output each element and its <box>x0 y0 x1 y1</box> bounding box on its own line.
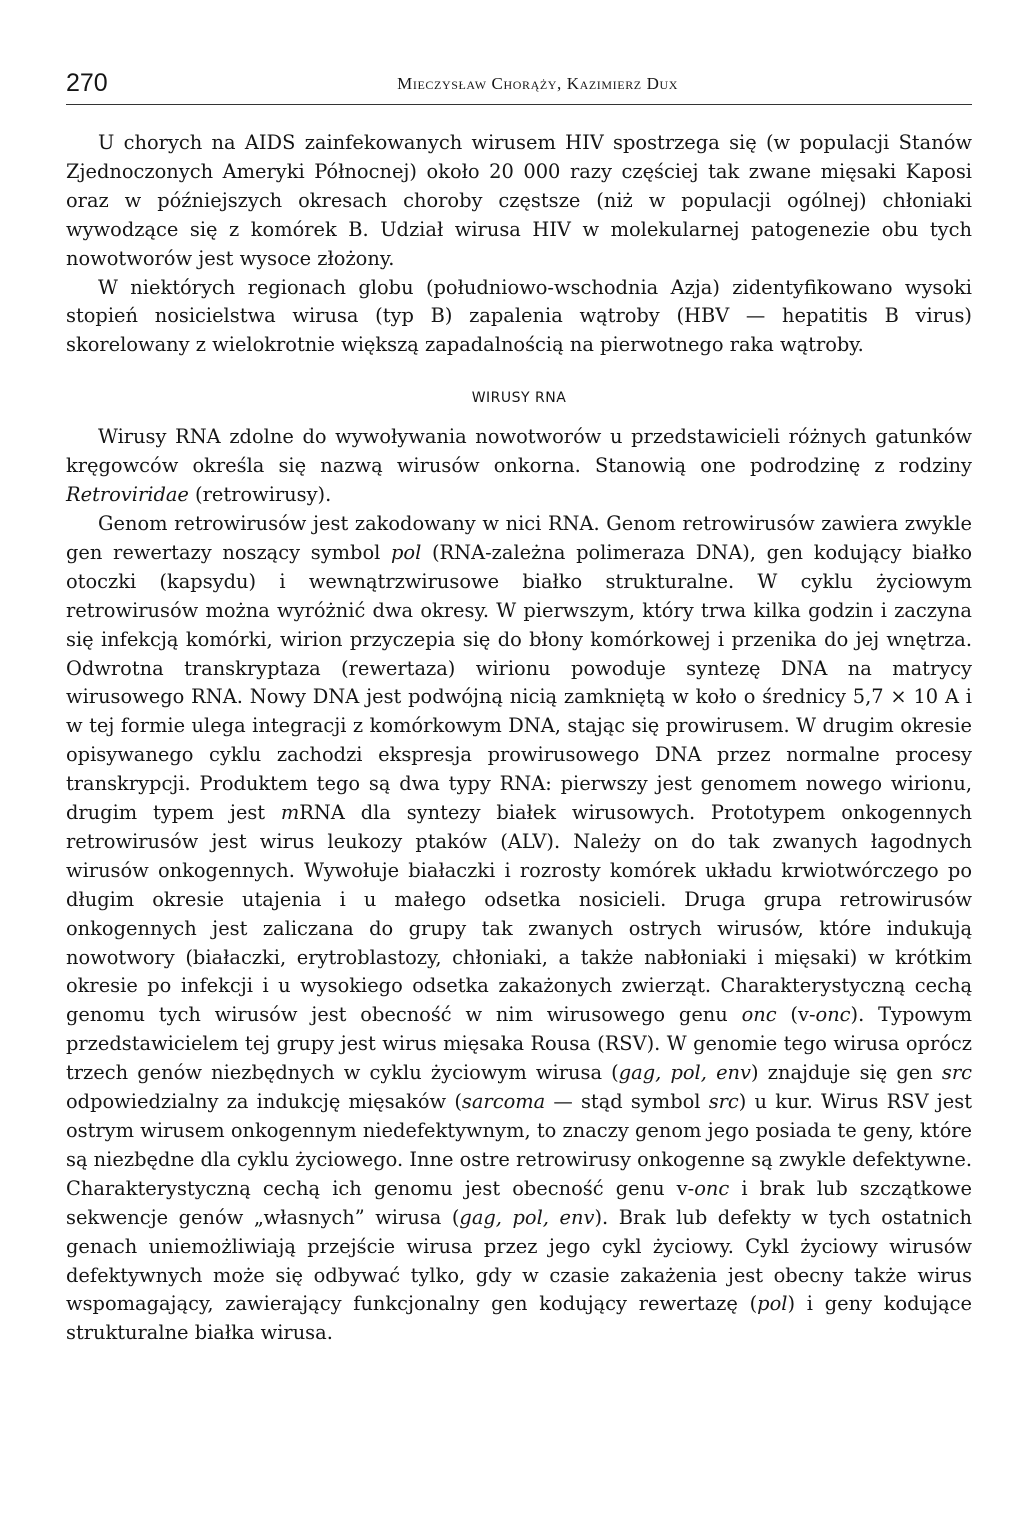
text-run: i brak lub szczątkowe sekwencje genów „własnych” wirusa ( <box>66 1176 972 1229</box>
italic-term: pol <box>757 1292 788 1316</box>
italic-term: onc <box>815 1003 851 1027</box>
document-page <box>66 60 972 1348</box>
italic-term: m <box>280 801 300 825</box>
text-run: (retrowirusy). <box>188 483 332 507</box>
text-run: (v- <box>776 1003 816 1027</box>
italic-term: onc <box>694 1176 730 1200</box>
text-run: Genom retrowirusów jest zakodowany w nici RNA. Genom retrowirusów zawiera zwykle gen rewertazy noszący symbol <box>66 511 972 564</box>
text-run: ) i geny kodujące strukturalne białka wirusa. <box>66 1292 972 1345</box>
page-number: 270 <box>66 69 108 97</box>
italic-term: pol <box>391 540 422 564</box>
paragraph-hbv: W niektórych regionach globu (południowo-wschodnia Azja) zidentyfikowano wysoki stopień nosicielstwa wirusa (typ B) zapalenia wątroby (HBV — hepatitis B virus) skorelowany z wielokrotnie większą zapadalnością na pierwotnego raka wątroby. <box>66 275 972 357</box>
text-run: ). Typowym przedstawicielem tej grupy jest wirus mięsaka Rousa (RSV). W genomie tego wirusa oprócz trzech genów niezbędnych w cyklu życiowym wirusa ( <box>66 1003 972 1085</box>
italic-term: gag, pol, env <box>459 1205 595 1229</box>
running-head: Mieczysław Chorąży, Kazimierz Dux <box>397 74 678 93</box>
text-run: RNA dla syntezy białek wirusowych. Prototypem onkogennych retrowirusów jest wirus leukozy ptaków (ALV). Należy on do tak zwanych łagodnych wirusów onkogennych. Wywołuje białaczki i rozrosty komórek układu krwiotwórczego po długim okresie utajenia i u małego odsetka nosicieli. Druga grupa retrowirusów onkogennych jest zaliczana do grupy tak zwanych ostrych wirusów, które indukują nowotwory (białaczki, erytroblastozy, chłoniaki, a także nabłoniaki i mięsaki) w krótkim okresie po infekcji i u wysokiego odsetka zakażonych zwierząt. Charakterystyczną cechą genomu tych wirusów jest obecność w nim wirusowego genu <box>66 801 972 1027</box>
text-run: (RNA-zależna polimeraza DNA), gen kodujący białko otoczki (kapsydu) i wewnątrzwirusowe białko strukturalne. W cyklu życiowym retrowirusów można wyróżnić dwa okresy. W pierwszym, który trwa kilka godzin i zaczyna się infekcją komórki, wirion przyczepia się do błony komórkowej i przenika do jej wnętrza. Odwrotna transkryptaza (rewertaza) wirionu powoduje syntezę DNA na matrycy wirusowego RNA. Nowy DNA jest podwójną nicią zamkniętą w koło o średnicy 5,7 × 10 A i w tej formie ulega integracji z komórkowym DNA, stając się prowirusem. W drugim okresie opisywanego cyklu zachodzi ekspresja prowirusowego DNA przez normalne procesy transkrypcji. Produktem tego są dwa typy RNA: pierwszy jest genomem nowego wirionu, drugim typem jest <box>66 540 972 825</box>
italic-term: onc <box>741 1003 777 1027</box>
paragraph-retrovirus-genome <box>66 510 972 1348</box>
text-run: Wirusy RNA zdolne do wywoływania nowotworów u przedstawicieli różnych gatunków kręgowców określa się nazwą wirusów onkorna. Stanowią one podrodzinę z rodziny <box>66 425 972 478</box>
text-run: ) u kur. Wirus RSV jest ostrym wirusem onkogennym niedefektywnym, to znaczy genom jego posiada te geny, które są niezbędne dla cyklu życiowego. Inne ostre retrowirusy onkogenne są zwykle defektywne. Charakterystyczną cechą ich genomu jest obecność genu v- <box>66 1090 973 1200</box>
text-run: ) znajduje się gen <box>751 1061 942 1085</box>
text-run: — stąd symbol <box>545 1090 709 1114</box>
italic-term: src <box>941 1061 973 1085</box>
text-run: ). Brak lub defekty w tych ostatnich genach uniemożliwiają przejście wirusa przez jego cykl życiowy. Cykl życiowy wirusów defektywnych może się odbywać tylko, gdy w czasie zakażenia jest obecny także wirus wspomagający, zawierający funkcjonalny gen kodujący rewertazę ( <box>66 1205 973 1316</box>
italic-term: Retroviridae <box>66 483 189 507</box>
paragraph-rna-viruses <box>66 423 972 510</box>
text-run: odpowiedzialny za indukcję mięsaków ( <box>66 1090 462 1114</box>
paragraph-aids: U chorych na AIDS zainfekowanych wirusem HIV spostrzega się (w populacji Stanów Zjednoczonych Ameryki Północnej) około 20 000 razy częściej tak zwane mięsaki Kaposi oraz w późniejszych okresach choroby częstsze (niż w populacji ogólnej) chłoniaki wywodzące się z komórek B. Udział wirusa HIV w molekularnej patogenezie obu tych nowotworów jest wysoce złożony. <box>66 131 972 270</box>
italic-term: gag, pol, env <box>618 1061 751 1085</box>
section-heading: WIRUSY RNA <box>471 390 567 407</box>
italic-term: src <box>708 1090 739 1114</box>
page-header <box>66 60 972 105</box>
italic-term: sarcoma <box>461 1090 546 1114</box>
